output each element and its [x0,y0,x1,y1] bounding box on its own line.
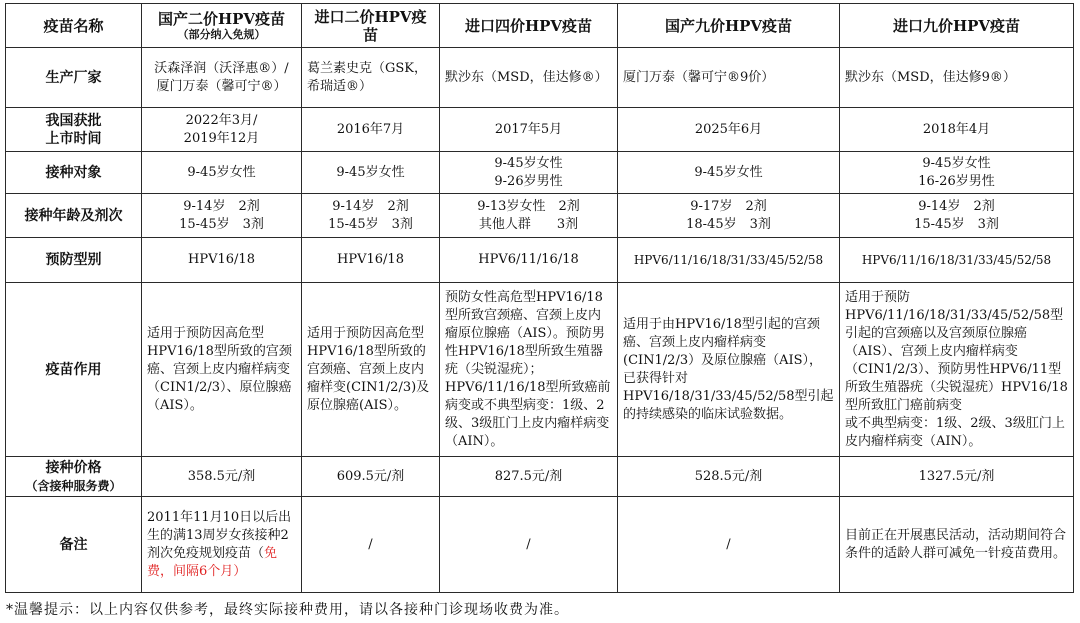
header-domestic-ninevalent: 国产九价HPV疫苗 [618,4,840,48]
row-types [6,238,1074,283]
header-domestic-bivalent-title: 国产二价HPV疫苗 [157,9,286,28]
cell-remark-c3: / [440,497,618,593]
cell-text: 沃森泽润（沃泽惠®）/ [154,60,289,76]
cell-types-c2: HPV16/18 [302,238,440,283]
cell-text: 9-17岁 2剂 [690,198,767,214]
cell-approval-c2: 2016年7月 [302,108,440,152]
cell-effect-c3: 预防女性高危型HPV16/18型所致宫颈癌、宫颈上皮内瘤原位腺癌（AIS）。预防男性HPV16/18型所致生殖器疣（尖锐湿疣）；HPV6/11/16/18型所致癌前病变或不典型病变：1级、2级、3级肛门上皮内瘤样病变（AIN）。 [440,283,618,457]
cell-text: 18-45岁 3剂 [686,216,771,232]
header-row [6,4,1074,48]
cell-text: 2019年12月 [183,130,260,146]
cell-text: 9-45岁女性 [922,155,991,171]
cell-manufacturer-c3: 默沙东（MSD，佳达修®） [440,48,618,108]
cell-text: 9-45岁女性 [494,155,563,171]
cell-manufacturer-c2 [302,48,440,108]
header-domestic-bivalent [142,4,302,48]
cell-remark-c5: 目前正在开展惠民活动，活动期间符合条件的适龄人群可减免一针疫苗费用。 [840,497,1074,593]
row-effect [6,283,1074,457]
row-manufacturer [6,48,1074,108]
row-price [6,457,1074,497]
cell-effect-c4: 适用于由HPV16/18型引起的宫颈癌、宫颈上皮内瘤样病变(CIN1/2/3）及原位腺癌（AIS），已获得针对HPV16/18/31/33/45/52/58型引起的持续感染的临床试验数据。 [618,283,840,457]
cell-price-c3: 827.5元/剂 [440,457,618,497]
cell-text: 其他人群 3剂 [478,216,579,232]
row-target [6,152,1074,194]
hpv-vaccine-table [5,3,1074,593]
row-label-manufacturer: 生产厂家 [6,48,142,108]
row-label-types: 预防型别 [6,238,142,283]
cell-manufacturer-c5: 默沙东（MSD，佳达修9®） [840,48,1074,108]
header-vaccine-name: 疫苗名称 [6,4,142,48]
footnote-disclaimer: *温馨提示：以上内容仅供参考，最终实际接种费用，请以各接种门诊现场收费为准。 [6,602,569,618]
cell-text: 希瑞适®） [307,78,373,94]
cell-price-c4: 528.5元/剂 [618,457,840,497]
cell-target-c2: 9-45岁女性 [302,152,440,194]
cell-types-c1: HPV16/18 [142,238,302,283]
cell-doses-c5 [840,194,1074,238]
cell-types-c5: HPV6/11/16/18/31/33/45/52/58 [840,238,1074,283]
remark-close-paren: ） [233,563,247,579]
cell-effect-c2: 适用于预防因高危型HPV16/18型所致的宫颈癌、宫颈上皮内瘤样变(CIN1/2/3)及原位腺癌(AIS）。 [302,283,440,457]
cell-approval-c5: 2018年4月 [840,108,1074,152]
remark-text: 2011年11月10日以后出生的满13周岁女孩接种2剂次免疫规划疫苗（ [147,509,292,561]
cell-text: 16-26岁男性 [918,173,995,189]
cell-remark-c1 [142,497,302,593]
cell-effect-c5 [840,283,1074,457]
cell-approval-c4: 2025年6月 [618,108,840,152]
row-label-text: （含接种服务费） [25,478,122,493]
cell-price-c2: 609.5元/剂 [302,457,440,497]
cell-types-c4: HPV6/11/16/18/31/33/45/52/58 [618,238,840,283]
cell-text: 适用于预防HPV6/11/16/18/31/33/45/52/58型引起的宫颈癌以及宫颈原位腺癌（AIS）、宫颈上皮内瘤样病变（CIN1/2/3）、预防男性HPV6/11型所致生殖器疣（尖锐湿疣）HPV16/18型所致肛门癌前病变 [845,289,1068,413]
cell-approval-c3: 2017年5月 [440,108,618,152]
row-label-text: 上市时间 [45,130,102,147]
cell-target-c4: 9-45岁女性 [618,152,840,194]
row-label-approval [6,108,142,152]
cell-target-c5 [840,152,1074,194]
cell-text: 9-13岁女性 2剂 [477,198,580,214]
remark-highlight: 免费，间隔6个月 [147,545,278,579]
cell-text: 2022年3月/ [185,112,258,128]
header-imported-quadrivalent: 进口四价HPV疫苗 [440,4,618,48]
cell-text: 或不典型病变：1级、2级、3级肛门上皮内瘤样病变（AIN）。 [845,415,1065,449]
cell-types-c3: HPV6/11/16/18 [440,238,618,283]
cell-effect-c1: 适用于预防因高危型HPV16/18型所致的宫颈癌、宫颈上皮内瘤样病变（CIN1/2/3）、原位腺癌（AIS）。 [142,283,302,457]
cell-doses-c1 [142,194,302,238]
row-remark [6,497,1074,593]
cell-text: 15-45岁 3剂 [914,216,999,232]
row-label-text: 接种价格 [45,459,102,476]
cell-remark-c2: / [302,497,440,593]
row-label-target: 接种对象 [6,152,142,194]
header-imported-bivalent: 进口二价HPV疫苗 [302,4,440,48]
cell-manufacturer-c4: 厦门万泰（馨可宁®9价） [618,48,840,108]
row-label-doses: 接种年龄及剂次 [6,194,142,238]
cell-doses-c2 [302,194,440,238]
cell-doses-c4 [618,194,840,238]
cell-text: 15-45岁 3剂 [328,216,413,232]
cell-doses-c3 [440,194,618,238]
cell-text: 9-14岁 2剂 [332,198,409,214]
cell-price-c5: 1327.5元/剂 [840,457,1074,497]
cell-text: 15-45岁 3剂 [179,216,264,232]
row-label-text: 我国获批 [45,112,102,129]
cell-target-c3 [440,152,618,194]
cell-target-c1: 9-45岁女性 [142,152,302,194]
cell-text: 葛兰素史克（GSK， [307,60,428,76]
row-approval [6,108,1074,152]
header-imported-ninevalent: 进口九价HPV疫苗 [840,4,1074,48]
cell-price-c1: 358.5元/剂 [142,457,302,497]
cell-approval-c1 [142,108,302,152]
cell-manufacturer-c1 [142,48,302,108]
header-domestic-bivalent-sub: （部分纳入免规） [177,27,266,41]
cell-text: 9-26岁男性 [494,173,563,189]
cell-text: 厦门万泰（馨可宁®） [156,78,287,94]
row-label-price [6,457,142,497]
row-label-remark: 备注 [6,497,142,593]
row-doses [6,194,1074,238]
row-label-effect: 疫苗作用 [6,283,142,457]
cell-text: 9-14岁 2剂 [183,198,260,214]
cell-text: 9-14岁 2剂 [918,198,995,214]
cell-remark-c4: / [618,497,840,593]
